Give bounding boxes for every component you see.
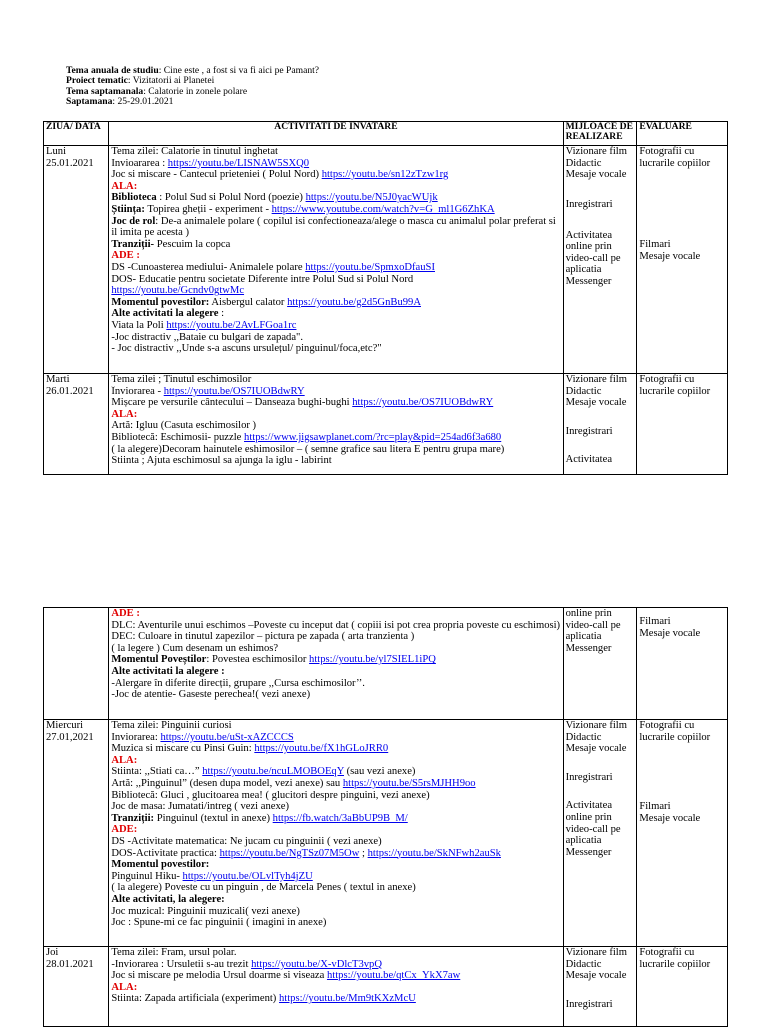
video-link[interactable]: https://www.youtube.com/watch?v=G_ml1G6ZhKA [271, 203, 495, 215]
video-link[interactable]: https://youtu.be/N5J0yacWUjk [305, 192, 438, 204]
video-link[interactable]: https://youtu.be/OLvlTyh4jZU [182, 870, 313, 882]
video-link[interactable]: https://youtu.be/Mm9tKXzMcU [279, 993, 416, 1005]
activities-cell: Tema zilei ; Tinutul eschimosilor Înviorarea - https://youtu.be/OS7IUOBdwRY Mișcare pe versurile cântecului – Danseaza bughi-bughi https://youtu.be/OS7IUOBdwRY ALA: Artă: Igluu (Casuta eschimosilor ) Bibliotecă: Eschimosii- puzzle https://www.jigsawplanet.com/?rc=play&pid=254ad6f3a680 ( la alegere)Decoram hainutele eshimosilor – ( semne grafice sau litera E pentru grupa mare) Stiinta ; Ajuta eschimosul sa ajunga la iglu - labirint [109, 374, 563, 475]
ala-label: ALA: [111, 754, 138, 766]
day-cell: Joi 28.01.2021 [44, 947, 109, 1027]
video-link[interactable]: https://youtu.be/Gcndv0gtwMc [111, 285, 245, 297]
activities-cell: Tema zilei: Fram, ursul polar. -Inviorarea : Ursuletii s-au trezit https://youtu.be/X-vDlcT3vpQ Joc si miscare pe melodia Ursul doarme si viseaza https://youtu.be/qtCx_YkX7aw ALA: Stiinta: Zapada artificiala (experiment) https://youtu.be/Mm9tKXzMcU [109, 947, 563, 1027]
activities-cell: Tema zilei: Calatorie in tinutul inghetat Invioararea : https://youtu.be/LISNAW5SXQ0 Joc si miscare - Cantecul prieteniei ( Polul Nord) https://youtu.be/sn12zTzw1rg ALA: Biblioteca : Polul Sud si Polul Nord (poezie) https://youtu.be/N5J0yacWUjk Știința: Topirea gheții - experiment - https://www.youtube.com/watch?v=G_ml1G6ZhKA Joc de rol: De-a animalele polare ( copilul isi confectioneaza/alege o masca cu animalul polar preferat si il imita pe acesta ) Tranziții- Pescuim la copca ADE : DS -Cunoasterea mediului- Animalele polare https://youtu.be/SpmxoDfauSI DOS- Educatie pentru societate Diferente intre Polul Sud si Polul Nord https://youtu.be/Gcndv0gtwMc Momentul povestilor: Aisbergul calator https://youtu.be/g2d5GnBu99A Alte activitati la alegere : Viata la Poli https://youtu.be/2AvLFGoa1rc -Joc distractiv ,,Bataie cu bulgari de zapada". - Joc distractiv ,,Unde s-a ascuns ursulețul/ pinguinul/foca,etc?" [109, 146, 563, 374]
video-link[interactable]: https://youtu.be/OS7IUOBdwRY [352, 397, 494, 409]
table-row-marti-continued [44, 608, 728, 720]
header-weekly-theme: Tema saptamanala: Calatorie in zonele polare [66, 85, 248, 97]
col-header-means: MIJLOACE DE REALIZARE [563, 122, 637, 146]
video-link[interactable]: https://youtu.be/OS7IUOBdwRY [163, 385, 305, 397]
video-link[interactable]: https://youtu.be/SkNFwh2auSk [367, 847, 501, 859]
evaluation-cell: Fotografii cu lucrarile copiilor [637, 374, 728, 475]
video-link[interactable]: https://youtu.be/NgTSz07M5Ow [219, 847, 360, 859]
activities-cell: ADE : DLC: Aventurile unui eschimos –Poveste cu inceput dat ( copiii isi pot crea propria poveste cu eschimosi) DEC: Culoare in tinutul zapezilor – pictura pe zapada ( arta tranzienta ) ( la legere ) Cum desenam un eshimos? Momentul Poveștilor: Povestea eschimosilor https://youtu.be/yl7SIEL1iPQ Alte activitati la alegere : -Alergare în diferite direcții, grupare ,,Cursa eschimosilor’’. -Joc de atentie- Gaseste perechea!( vezi anexe) [109, 608, 563, 720]
evaluation-cell: Fotografii cu lucrarile copiilor [637, 947, 728, 1027]
header-project: Proiect tematic: Vizitatorii ai Planetei [66, 75, 215, 87]
video-link[interactable]: https://youtu.be/uSt-xAZCCCS [160, 731, 294, 743]
means-cell: online prin video-call pe aplicatia Messenger [563, 608, 637, 720]
activity-table-page-2 [43, 607, 728, 1027]
day-cell [44, 608, 109, 720]
table-header-row [44, 122, 728, 146]
day-cell: Marti 26.01.2021 [44, 374, 109, 475]
means-cell: Vizionare film Didactic Mesaje vocale Inregistrari Activitatea [563, 374, 637, 475]
header-annual-theme: Tema anuala de studiu: Cine este , a fost si va fi aici pe Pamant? [66, 65, 320, 76]
video-link[interactable]: https://youtu.be/X-vDlcT3vpQ [251, 958, 382, 970]
means-cell: Vizionare film Didactic Mesaje vocale Inregistrari [563, 947, 637, 1027]
evaluation-cell: Fotografii cu lucrarile copiilor Filmari Mesaje vocale [637, 720, 728, 947]
video-link[interactable]: https://youtu.be/sn12zTzw1rg [321, 169, 449, 181]
video-link[interactable]: https://youtu.be/fX1hGLoJRR0 [254, 743, 389, 755]
ade-label: ADE : [111, 250, 140, 262]
header-week: Saptamana: 25-29.01.2021 [66, 96, 174, 108]
col-header-evaluation: EVALUARE [637, 122, 728, 146]
video-link[interactable]: https://youtu.be/g2d5GnBu99A [287, 296, 421, 308]
table-row-marti [44, 374, 728, 475]
ala-label: ALA: [111, 981, 138, 993]
ala-label: ALA: [111, 408, 138, 420]
table-row-luni [44, 146, 728, 374]
web-link[interactable]: https://www.jigsawplanet.com/?rc=play&pid=254ad6f3a680 [244, 431, 502, 443]
col-header-activities: ACTIVITATI DE INVATARE [109, 122, 563, 146]
document-header [66, 66, 319, 108]
means-cell: Vizionare film Didactic Mesaje vocale Inregistrari Activitatea online prin video-call pe aplicatia Messenger [563, 146, 637, 374]
evaluation-cell: Filmari Mesaje vocale [637, 608, 728, 720]
video-link[interactable]: https://youtu.be/yl7SIEL1iPQ [309, 654, 436, 666]
day-cell: Miercuri 27.01,2021 [44, 720, 109, 947]
video-link[interactable]: https://youtu.be/S5rsMJHH9oo [342, 777, 476, 789]
table-row-joi [44, 947, 728, 1027]
video-link[interactable]: https://youtu.be/2AvLFGoa1rc [166, 319, 297, 331]
video-link[interactable]: https://youtu.be/SpmxoDfauSI [305, 261, 435, 273]
ade-label: ADE : [111, 608, 140, 619]
day-cell: Luni 25.01.2021 [44, 146, 109, 374]
video-link[interactable]: https://youtu.be/ncuLMOBOEqY [202, 766, 344, 778]
activities-cell: Tema zilei: Pinguinii curiosi Inviorarea: https://youtu.be/uSt-xAZCCCS Muzica si miscare cu Pinsi Guin: https://youtu.be/fX1hGLoJRR0 ALA: Stiinta: ,,Stiati ca…” https://youtu.be/ncuLMOBOEqY (sau vezi anexe) Artă: ,,Pinguinul” (desen dupa model, vezi anexe) sau https://youtu.be/S5rsMJHH9oo Bibliotecă: Gluci , glucitoarea mea! ( glucitori despre pinguini, vezi anexe) Joc de masa: Jumatati/intreg ( vezi anexe) Tranziții: Pinguinul (textul in anexe) https://fb.watch/3aBbUP9B_M/ ADE: DS -Activitate matematica: Ne jucam cu pinguinii ( vezi anexe) DOS-Activitate practica: https://youtu.be/NgTSz07M5Ow ; https://youtu.be/SkNFwh2auSk Momentul povestilor: Pinguinul Hiku- https://youtu.be/OLvlTyh4jZU ( la alegere) Poveste cu un pinguin , de Marcela Penes ( textul in anexe) Alte activitati, la alegere: Joc muzical: Pinguinii muzicali( vezi anexe) Joc : Spune-mi ce fac pinguinii ( imagini in anexe) [109, 720, 563, 947]
video-link[interactable]: https://youtu.be/LISNAW5SXQ0 [167, 157, 310, 169]
ala-label: ALA: [111, 180, 138, 192]
video-link[interactable]: https://fb.watch/3aBbUP9B_M/ [272, 812, 408, 824]
means-cell: Vizionare film Didactic Mesaje vocale Inregistrari Activitatea online prin video-call pe aplicatia Messenger [563, 720, 637, 947]
ade-label: ADE: [111, 824, 138, 836]
table-row-miercuri [44, 720, 728, 947]
activity-table-page-1 [43, 121, 728, 475]
evaluation-cell: Fotografii cu lucrarile copiilor Filmari Mesaje vocale [637, 146, 728, 374]
video-link[interactable]: https://youtu.be/qtCx_YkX7aw [326, 970, 461, 982]
col-header-day: ZIUA/ DATA [44, 122, 109, 146]
